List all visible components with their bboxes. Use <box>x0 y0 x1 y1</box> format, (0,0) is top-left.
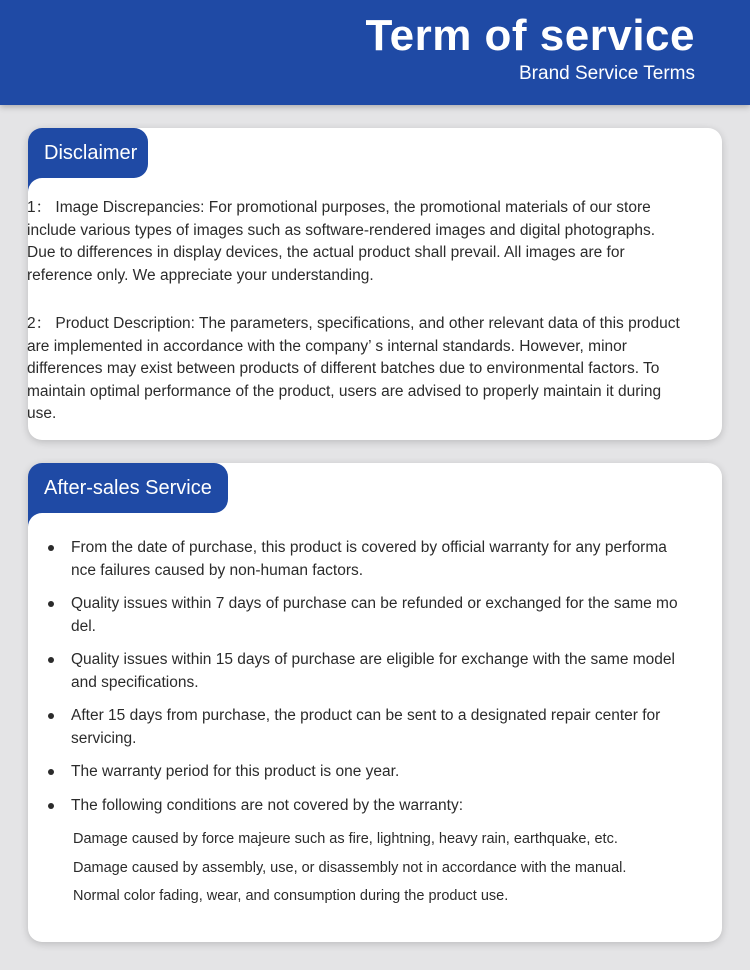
bullet-dot-icon <box>48 803 54 809</box>
disclaimer-paragraph-1: 1： Image Discrepancies: For promotional purposes, the promotional materials of our store include various types of images such as software-rendered images and digital photographs. Due to differences in display devices, the actual product shall prevail. All images are for reference only. We appreciate your understanding. <box>27 199 656 284</box>
bullet-dot-icon <box>48 657 54 663</box>
list-item <box>43 705 683 750</box>
list-item <box>43 761 683 784</box>
exclusion-list <box>73 825 693 911</box>
exclusion-item: Damage caused by force majeure such as fire, lightning, heavy rain, earthquake, etc. <box>73 831 618 847</box>
bullet-text: The following conditions are not covered by the warranty: <box>71 796 464 814</box>
list-item <box>43 537 683 582</box>
after-sales-tab: After-sales Service <box>28 463 228 513</box>
bullet-dot-icon <box>48 713 54 719</box>
tab-corner-decoration <box>28 178 42 198</box>
bullet-dot-icon <box>48 769 54 775</box>
warranty-bullet-list <box>43 537 683 828</box>
list-item <box>43 795 683 818</box>
disclaimer-tab: Disclaimer <box>28 128 148 178</box>
bullet-dot-icon <box>48 545 54 551</box>
tab-corner-decoration <box>28 513 42 533</box>
bullet-text: From the date of purchase, this product is covered by official warranty for any performa nce failures caused by non-human factors. <box>71 539 667 579</box>
exclusion-item: Damage caused by assembly, use, or disassembly not in accordance with the manual. <box>73 859 627 876</box>
page-title: Term of service <box>365 11 695 60</box>
header-banner <box>0 0 750 105</box>
exclusion-item: Normal color fading, wear, and consumption during the product use. <box>73 888 509 904</box>
bullet-text: After 15 days from purchase, the product can be sent to a designated repair center for servicing. <box>71 707 661 747</box>
bullet-dot-icon <box>48 601 54 607</box>
disclaimer-paragraph-2: 2： Product Description: The parameters, specifications, and other relevant data of this product are implemented in accordance with the company’ s internal standards. However, minor differences may exist between products of different batches due to environmental factors. To maintain optimal performance of the product, users are advised to properly maintain it during use. <box>27 315 680 422</box>
list-item <box>43 593 683 638</box>
bullet-text: Quality issues within 15 days of purchase are eligible for exchange with the same model and specifications. <box>71 651 675 691</box>
page-subtitle: Brand Service Terms <box>519 63 695 84</box>
bullet-text: Quality issues within 7 days of purchase can be refunded or exchanged for the same mo del. <box>71 595 678 635</box>
bullet-text: The warranty period for this product is one year. <box>71 763 400 780</box>
list-item <box>43 649 683 694</box>
